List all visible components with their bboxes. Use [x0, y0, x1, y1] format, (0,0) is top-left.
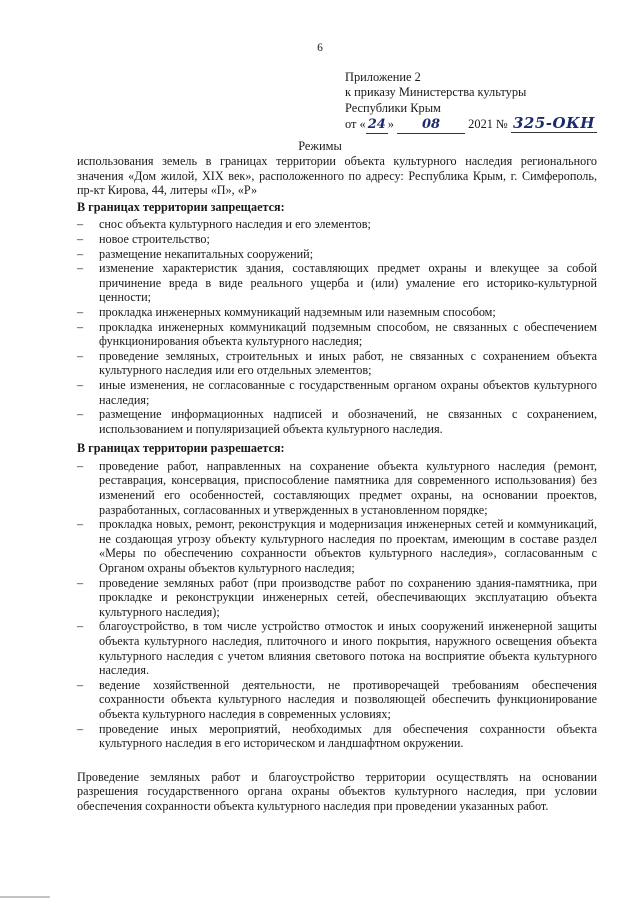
closing-paragraph: Проведение земляных работ и благоустройство территории осуществлять на основании разрешения государственного органа охраны объектов культурного наследия, при условии обеспечения сохранности объекта культурного наследия при проведении указанных работ.	[77, 769, 597, 813]
prohibited-list	[77, 217, 597, 436]
dash-bullet: –	[77, 721, 84, 736]
dash-bullet: –	[77, 348, 84, 363]
list-item: – новое строительство;	[77, 231, 210, 246]
list-item: – благоустройство, в том числе устройство отмосток и иных сооружений инженерной защиты объекта культурного наследия, плиточного и иного покрытия, наружного освещения объекта культурного наследия с учетом влияния светового потока на восприятие объекта культурного наследия.	[77, 619, 597, 678]
page-number: 6	[317, 42, 323, 54]
handwritten-order-number: 325-ОКН	[512, 114, 595, 133]
permitted-list	[77, 459, 597, 751]
intro-paragraph: использования земель в границах территории объекта культурного наследия регионального значения «Дом жилой, XIX век», расположенного по адресу: Республика Крым, г. Симферополь, пр-кт Кирова, 44, литеры «П», «Р»	[77, 154, 597, 198]
list-item: – изменение характеристик здания, составляющих предмет охраны и влекущее за собой причинение вреда в виде реального ущерба и (или) умаление его историко-культурной ценности;	[77, 261, 597, 305]
dash-bullet: –	[77, 575, 84, 590]
dash-bullet: –	[77, 231, 84, 246]
dash-bullet: –	[77, 217, 84, 232]
list-item: – снос объекта культурного наследия и его элементов;	[77, 217, 371, 232]
appendix-line-3: Республики Крым	[345, 100, 441, 115]
list-item: – размещение информационных надписей и обозначений, не связанных с сохранением, использованием и популяризацией объекта культурного наследия.	[77, 407, 597, 436]
dash-bullet: –	[77, 458, 84, 473]
dash-bullet: –	[77, 304, 84, 319]
dash-bullet: –	[77, 377, 84, 392]
date-prefix: от «	[345, 117, 366, 132]
appendix-line-1: Приложение 2	[345, 70, 421, 84]
list-item: – прокладка инженерных коммуникаций надземным или наземным способом;	[77, 304, 496, 319]
list-item: – проведение земляных, строительных и иных работ, не связанных с сохранением объекта культурного наследия или его отдельных элементов;	[77, 348, 597, 378]
handwritten-month: 08	[397, 117, 465, 133]
date-quote-close: »	[387, 117, 394, 132]
dash-bullet: –	[77, 619, 84, 634]
list-item: – ведение хозяйственной деятельности, не противоречащей требованиям обеспечения сохранности объекта культурного наследия и позволяющей обеспечить функционирование объекта культурного наследия в современных условиях;	[77, 677, 597, 721]
dash-bullet: –	[77, 319, 84, 334]
document-title: Режимы	[298, 139, 342, 153]
dash-bullet: –	[77, 407, 84, 422]
dash-bullet: –	[77, 517, 84, 532]
appendix-line-2: к приказу Министерства культуры	[345, 85, 527, 100]
document-body	[77, 154, 597, 814]
dash-bullet: –	[77, 261, 84, 276]
dash-bullet: –	[77, 677, 84, 692]
order-date-line	[345, 116, 597, 133]
appendix-block	[345, 70, 597, 134]
scan-edge-mark	[0, 896, 50, 907]
list-item: – проведение иных мероприятий, необходимых для обеспечения сохранности объекта культурного наследия в его историческом и ландшафтном окружении.	[77, 721, 597, 751]
list-item: – иные изменения, не согласованные с государственным органом охраны объектов культурного наследия;	[77, 377, 597, 407]
permitted-heading: В границах территории разрешается:	[77, 441, 285, 456]
year-text: 2021 №	[468, 117, 508, 132]
dash-bullet: –	[77, 246, 84, 261]
list-item: – прокладка инженерных коммуникаций подземным способом, не связанных с обеспечением функционирования объекта культурного наследия;	[77, 319, 597, 349]
list-item: – проведение работ, направленных на сохранение объекта культурного наследия (ремонт, реставрация, консервация, приспособление памятника для современного использования) без изменений его особенностей, составляющих предмет охраны, на основании проектов, разработанных, согласованных и утвержденных в установленном порядке;	[77, 458, 597, 517]
prohibited-heading: В границах территории запрещается:	[77, 199, 285, 214]
list-item: – прокладка новых, ремонт, реконструкция и модернизация инженерных сетей и коммуникаций, не создающая угрозу объекту культурного наследия по проектам, имеющим в составе раздел «Меры по обеспечению сохранности объектов культурного наследия», согласованным с Органом охраны объектов культурного наследия;	[77, 517, 597, 576]
handwritten-day: 24	[367, 117, 386, 133]
list-item: – проведение земляных работ (при производстве работ по сохранению здания-памятника, при прокладке и реконструкции инженерных сетей, обеспечивающих эксплуатацию объекта культурного наследия);	[77, 575, 597, 619]
list-item: – размещение некапитальных сооружений;	[77, 246, 314, 261]
